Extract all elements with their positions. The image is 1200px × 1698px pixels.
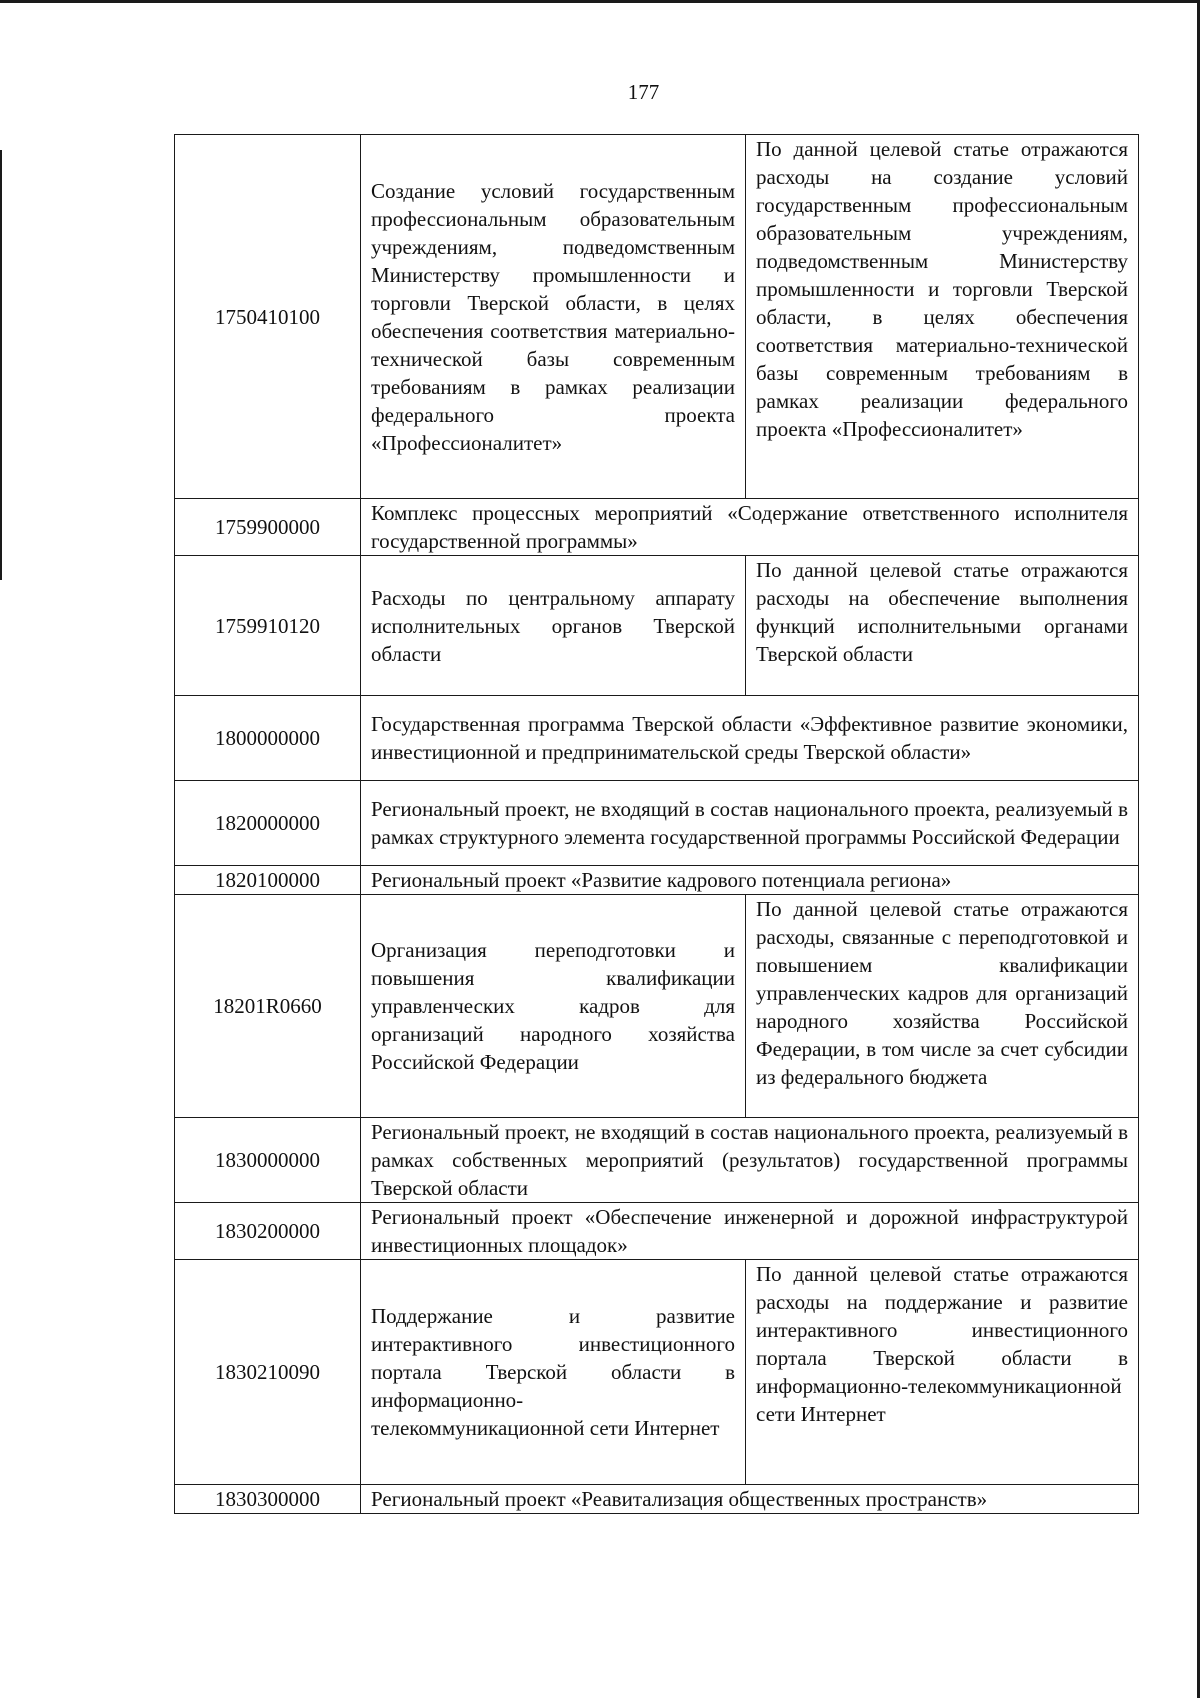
row-code: 1759900000 <box>175 499 361 556</box>
row-code: 1830210090 <box>175 1260 361 1485</box>
row-name: Организация переподготовки и повышения квалификации управленческих кадров для организаций народного хозяйства Российской Федерации <box>361 895 746 1118</box>
row-name: Поддержание и развитие интерактивного инвестиционного портала Тверской области в информационно-телекоммуникационной сети Интернет <box>361 1260 746 1485</box>
row-code: 1820100000 <box>175 866 361 895</box>
table-row <box>175 1118 1139 1203</box>
table-row <box>175 696 1139 781</box>
table-row <box>175 556 1139 696</box>
table-row <box>175 895 1139 1118</box>
table-row <box>175 866 1139 895</box>
row-name: Государственная программа Тверской области «Эффективное развитие экономики, инвестиционной и предпринимательской среды Тверской области» <box>361 696 1139 781</box>
row-description: По данной целевой статье отражаются расходы, связанные с переподготовкой и повышением квалификации управленческих кадров для организаций народного хозяйства Российской Федерации, в том числе за счет субсидии из федерального бюджета <box>746 895 1139 1118</box>
table-row <box>175 1485 1139 1514</box>
table-row <box>175 1203 1139 1260</box>
page-number: 177 <box>627 80 660 104</box>
row-name: Региональный проект, не входящий в состав национального проекта, реализуемый в рамках собственных мероприятий (результатов) государственной программы Тверской области <box>361 1118 1139 1203</box>
table-row <box>175 135 1139 499</box>
row-description: По данной целевой статье отражаются расходы на поддержание и развитие интерактивного инвестиционного портала Тверской области в информационно-телекоммуникационной сети Интернет <box>746 1260 1139 1485</box>
row-code: 1830200000 <box>175 1203 361 1260</box>
row-code: 1830300000 <box>175 1485 361 1514</box>
row-code: 1830000000 <box>175 1118 361 1203</box>
row-code: 1750410100 <box>175 135 361 499</box>
row-code: 1820000000 <box>175 781 361 866</box>
table-row <box>175 1260 1139 1485</box>
row-name: Региональный проект «Реавитализация общественных пространств» <box>361 1485 1139 1514</box>
row-name: Региональный проект «Развитие кадрового потенциала региона» <box>361 866 1139 895</box>
budget-classification-table <box>174 134 1139 1514</box>
page-mark-left <box>0 150 2 580</box>
table-row <box>175 781 1139 866</box>
row-code: 1800000000 <box>175 696 361 781</box>
row-name: Создание условий государственным профессиональным образовательным учреждениям, подведомственным Министерству промышленности и торговли Тверской области, в целях обеспечения соответствия материально-технической базы современным требованиям в рамках реализации федерального проекта «Профессионалитет» <box>361 135 746 499</box>
table-row <box>175 499 1139 556</box>
row-name: Региональный проект, не входящий в состав национального проекта, реализуемый в рамках структурного элемента государственной программы Российской Федерации <box>361 781 1139 866</box>
page-edge-top <box>0 0 1200 3</box>
row-name: Комплекс процессных мероприятий «Содержание ответственного исполнителя государственной программы» <box>361 499 1139 556</box>
row-name: Региональный проект «Обеспечение инженерной и дорожной инфраструктурой инвестиционных площадок» <box>361 1203 1139 1260</box>
row-code: 1759910120 <box>175 556 361 696</box>
row-name: Расходы по центральному аппарату исполнительных органов Тверской области <box>361 556 746 696</box>
row-code: 18201R0660 <box>175 895 361 1118</box>
row-description: По данной целевой статье отражаются расходы на создание условий государственным профессиональным образовательным учреждениям, подведомственным Министерству промышленности и торговли Тверской области, в целях обеспечения соответствия материально-технической базы современным требованиям в рамках реализации федерального проекта «Профессионалитет» <box>746 135 1139 499</box>
row-description: По данной целевой статье отражаются расходы на обеспечение выполнения функций исполнительными органами Тверской области <box>746 556 1139 696</box>
